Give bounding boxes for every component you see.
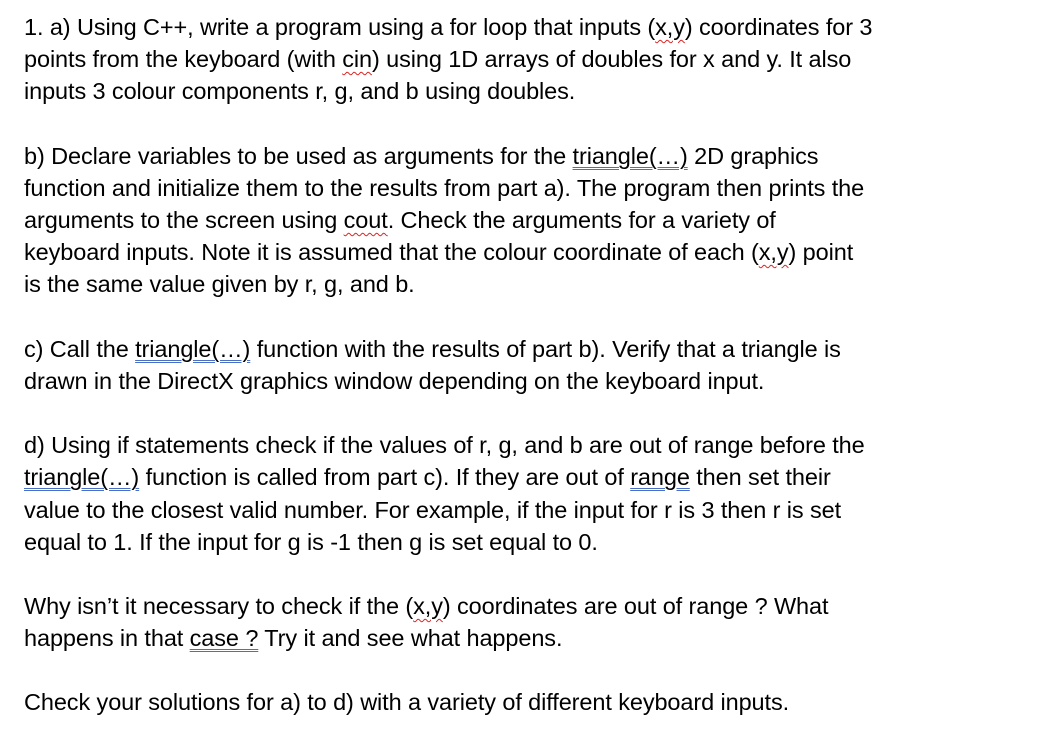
part-d-line-1: d) Using if statements check if the values of r, g, and b are out of range before the [24, 432, 865, 458]
text-span: 2D graphics [687, 143, 819, 169]
part-a-line-1 [24, 11, 872, 43]
part-d-line-2 [24, 461, 831, 493]
text-span: ) using 1D arrays of doubles for x and y. It also [371, 46, 852, 72]
text-span: 1. a) Using C++, write a program using a for loop that inputs ( [24, 14, 656, 40]
text-span: then set their [689, 464, 831, 490]
question-line-2 [24, 622, 562, 654]
part-a-line-2 [24, 43, 851, 75]
spellcheck-word: x,y [655, 14, 685, 40]
part-d-line-3: value to the closest valid number. For example, if the input for r is 3 then r is set [24, 497, 842, 523]
part-d-line-4: equal to 1. If the input for g is -1 then g is set equal to 0. [24, 529, 598, 555]
closing-line: Check your solutions for a) to d) with a variety of different keyboard inputs. [24, 689, 790, 715]
part-b-line-1 [24, 140, 818, 172]
text-span: ) point [788, 239, 854, 265]
question-line-1 [24, 590, 828, 622]
spellcheck-word: cout [343, 207, 388, 233]
spellcheck-word: cin [342, 46, 372, 72]
text-span: happens in that [24, 625, 190, 651]
text-span: . Check the arguments for a variety of [387, 207, 776, 233]
text-span: arguments to the screen using [24, 207, 344, 233]
grammar-check-word: triangle(…) [24, 464, 140, 490]
text-span: ) coordinates for 3 [684, 14, 873, 40]
spellcheck-word: x,y [413, 593, 443, 619]
text-span: Try it and see what happens. [258, 625, 563, 651]
part-b-line-3 [24, 204, 776, 236]
text-span: function is called from part c). If they are out of [139, 464, 631, 490]
grammar-check-word: triangle(…) [572, 143, 688, 169]
text-span: function with the results of part b). Verify that a triangle is [250, 336, 841, 362]
part-a-line-3: inputs 3 colour components r, g, and b using doubles. [24, 78, 576, 104]
grammar-check-word: range [630, 464, 690, 490]
text-span: points from the keyboard (with [24, 46, 343, 72]
text-span: Why isn’t it necessary to check if the ( [24, 593, 414, 619]
text-span: keyboard inputs. Note it is assumed that the colour coordinate of each ( [24, 239, 759, 265]
part-c-line-2: drawn in the DirectX graphics window depending on the keyboard input. [24, 368, 765, 394]
part-c-line-1 [24, 333, 841, 365]
text-span: ) coordinates are out of range ? What [442, 593, 829, 619]
spellcheck-word: x,y [758, 239, 789, 265]
part-b-line-2: function and initialize them to the results from part a). The program then prints the [24, 175, 865, 201]
grammar-check-word: case ? [189, 625, 259, 651]
part-b-line-4 [24, 236, 853, 268]
grammar-check-word: triangle(…) [135, 336, 251, 362]
text-span: c) Call the [24, 336, 136, 362]
part-b-line-5: is the same value given by r, g, and b. [24, 271, 415, 297]
text-span: b) Declare variables to be used as arguments for the [24, 143, 573, 169]
